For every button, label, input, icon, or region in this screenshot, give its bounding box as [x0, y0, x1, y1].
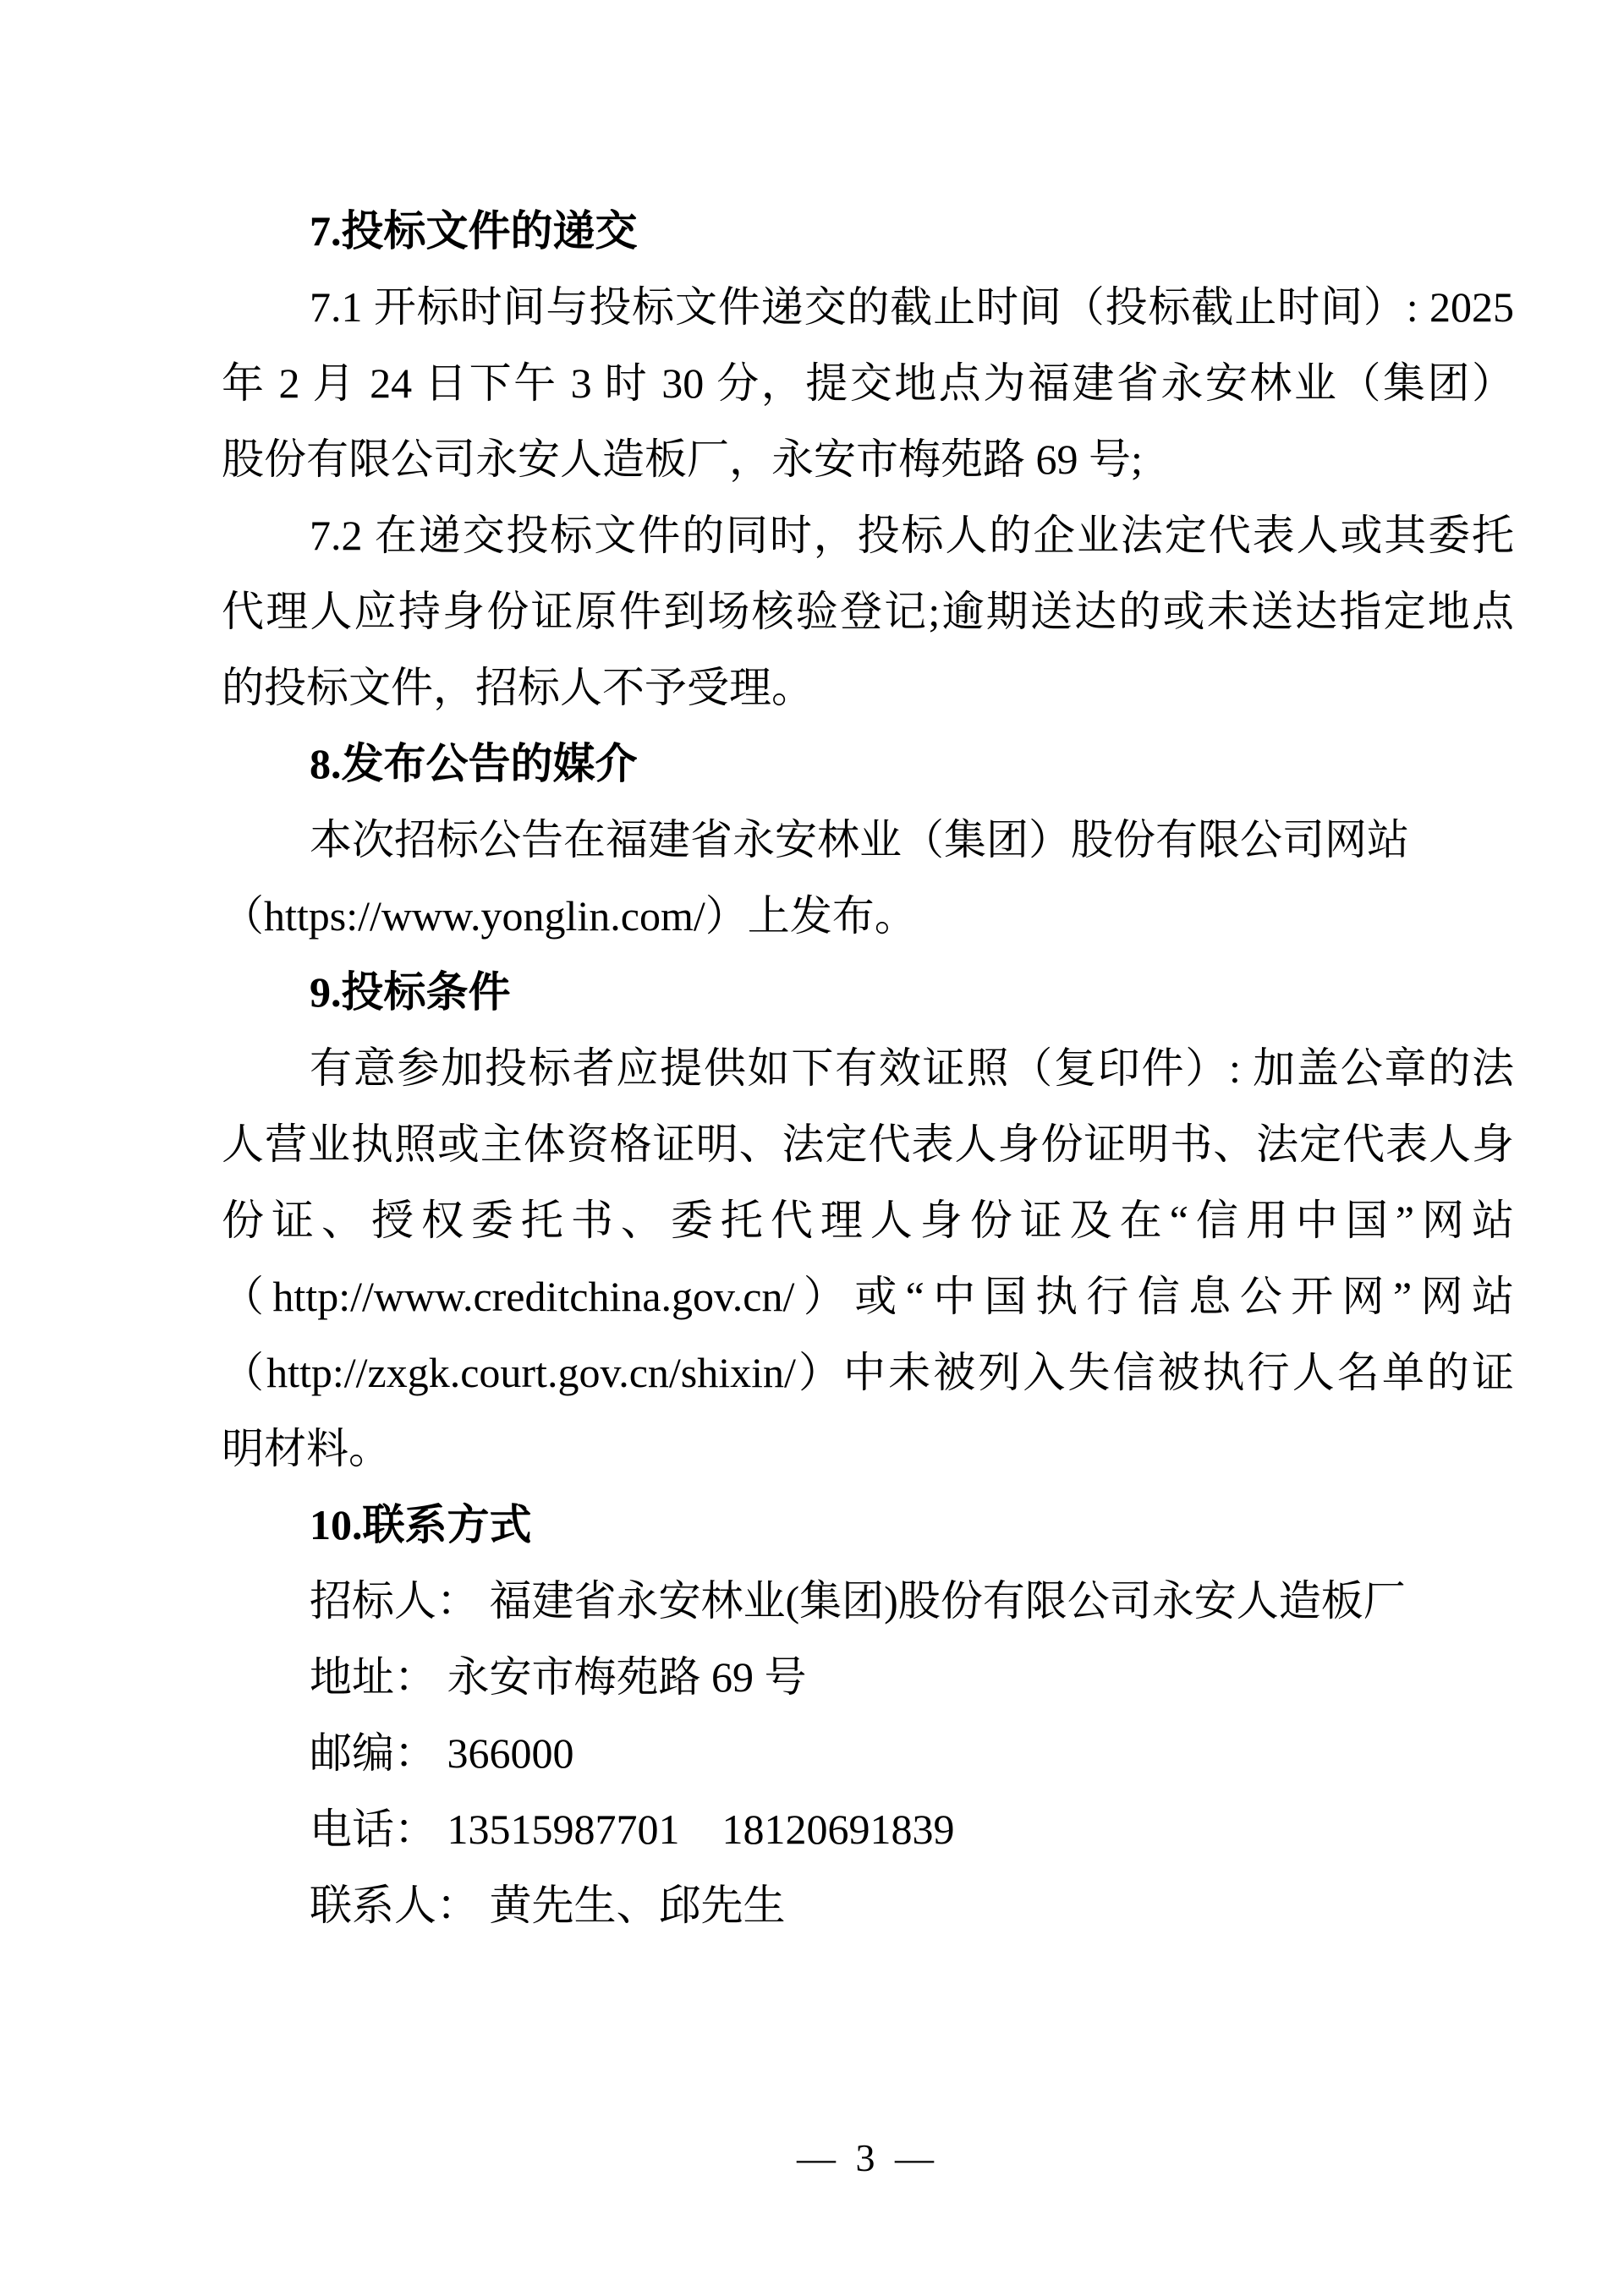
- page-number: — 3 —: [797, 2136, 939, 2179]
- para-7-1-line-1: 7.1 开标时间与投标文件递交的截止时间（投标截止时间）: 2025: [310, 283, 1514, 331]
- para-9-line-2: 人营业执照或主体资格证明、法定代表人身份证明书、法定代表人身: [222, 1121, 1514, 1168]
- section-7-heading: 7.投标文件的递交: [310, 207, 638, 255]
- contact-phone-line: 电话： 13515987701 18120691839: [310, 1806, 955, 1853]
- contact-person-line: 联系人： 黄先生、邱先生: [310, 1882, 786, 1929]
- para-9-line-4-creditchina-url: （http://www.creditchina.gov.cn/）或“中国执行信息公开网”网站: [222, 1273, 1514, 1320]
- para-9-line-3: 份证、授权委托书、委托代理人身份证及在“信用中国”网站: [222, 1197, 1514, 1244]
- para-9-line-6: 明材料。: [222, 1425, 391, 1472]
- para-8-line-1: 本次招标公告在福建省永安林业（集团）股份有限公司网站: [310, 816, 1409, 863]
- contact-address-line: 地址： 永安市梅苑路 69 号: [310, 1653, 807, 1701]
- document-body: [222, 193, 1514, 1943]
- para-9-line-5-zxgk-url: （http://zxgk.court.gov.cn/shixin/）中未被列入失信被执行人名单的证: [222, 1349, 1514, 1396]
- para-7-2-line-1: 7.2 在递交投标文件的同时，投标人的企业法定代表人或其委托: [310, 512, 1514, 559]
- section-8-heading: 8.发布公告的媒介: [310, 740, 638, 787]
- contact-postcode-line: 邮编： 366000: [310, 1729, 574, 1777]
- para-7-1-line-2: 年 2 月 24 日下午 3 时 30 分，提交地点为福建省永安林业（集团）: [222, 359, 1514, 407]
- section-10-heading: 10.联系方式: [310, 1501, 532, 1548]
- para-7-1-line-3: 股份有限公司永安人造板厂，永安市梅苑路 69 号;: [222, 436, 1143, 483]
- contact-bidder-line: 招标人： 福建省永安林业(集团)股份有限公司永安人造板厂: [310, 1577, 1406, 1625]
- para-8-line-2: （https://www.yonglin.com/）上发布。: [222, 892, 917, 940]
- para-9-line-1: 有意参加投标者应提供如下有效证照（复印件）: 加盖公章的法: [310, 1044, 1514, 1092]
- section-9-heading: 9.投标条件: [310, 968, 511, 1016]
- para-7-2-line-2: 代理人应持身份证原件到场核验登记;逾期送达的或未送达指定地点: [222, 588, 1514, 635]
- para-7-2-line-3: 的投标文件，招标人不予受理。: [222, 664, 814, 711]
